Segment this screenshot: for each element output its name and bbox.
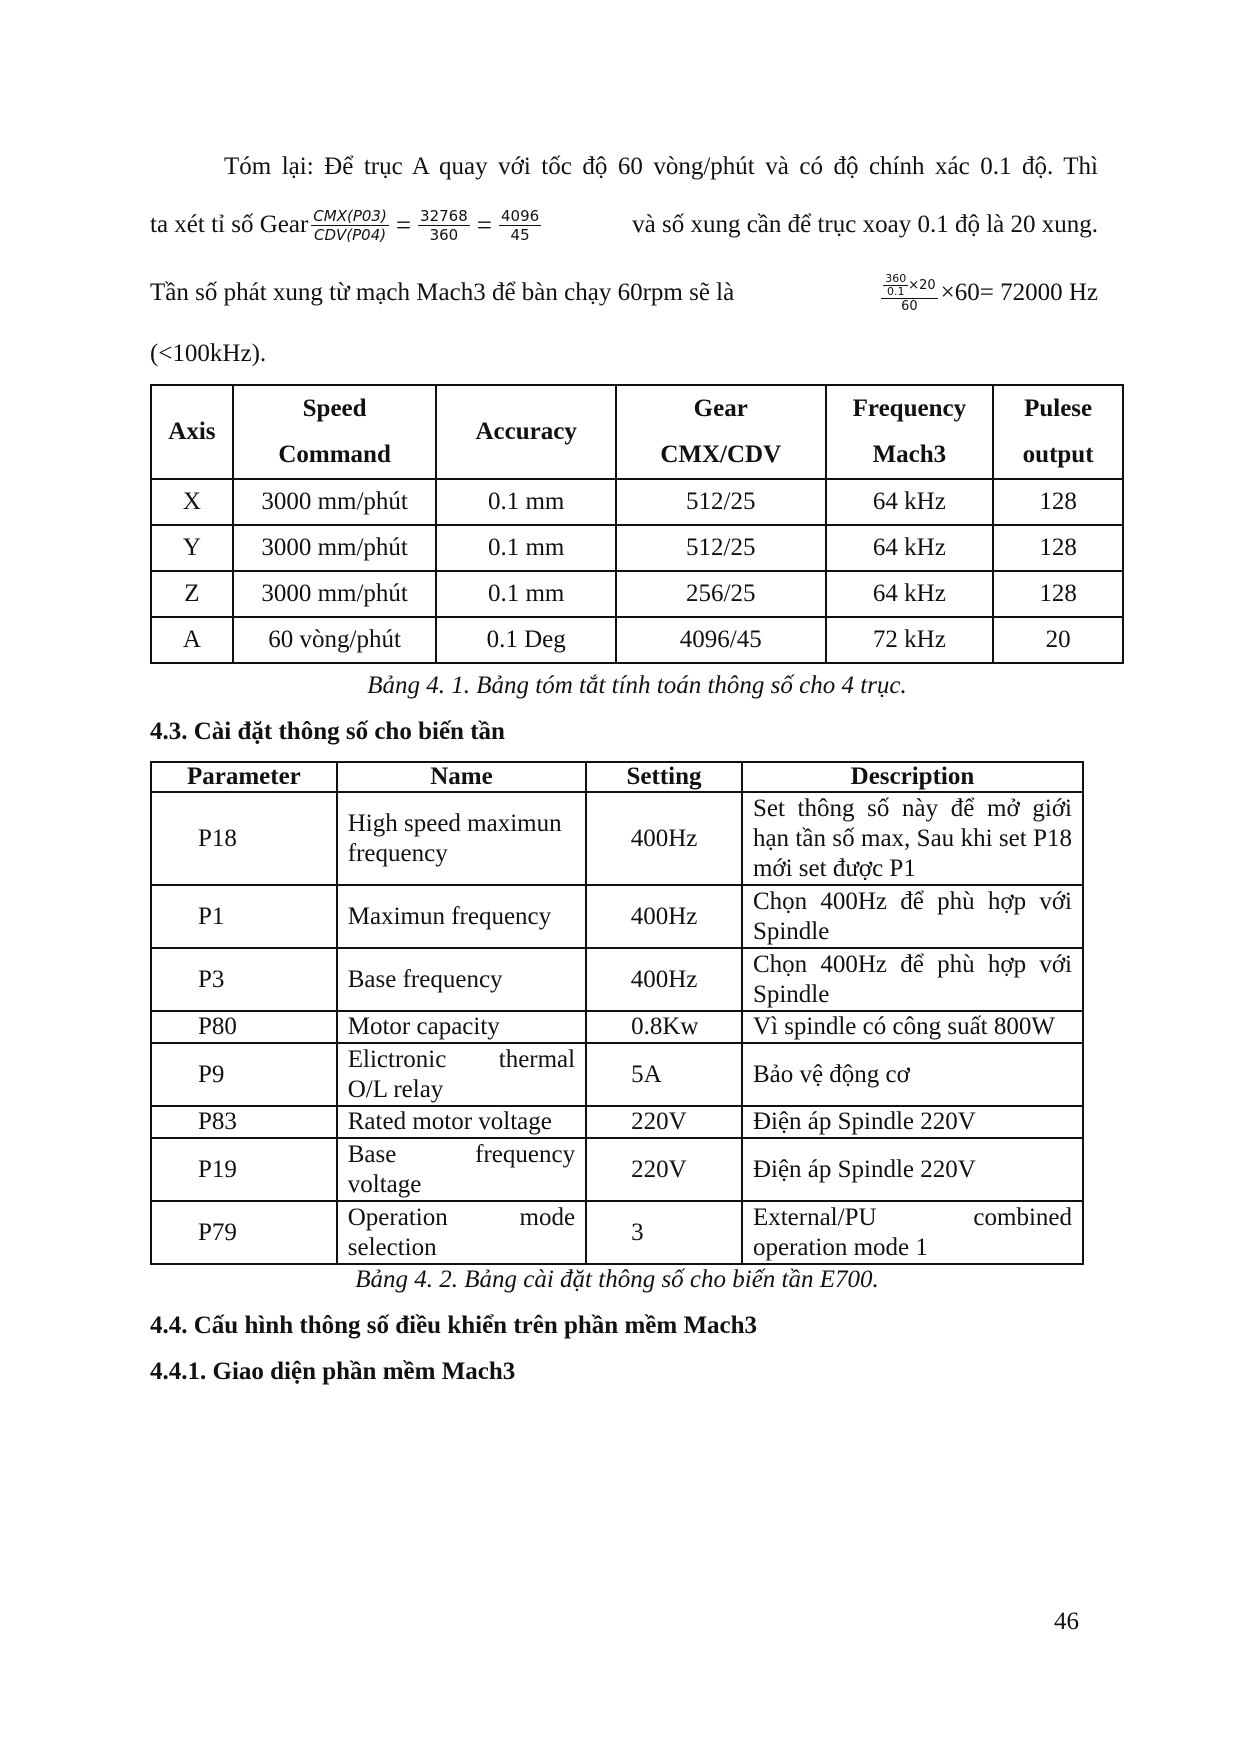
header-accuracy: Accuracy: [436, 385, 616, 479]
fraction-cmx-numerator: CMX(P03): [313, 206, 387, 225]
cell-parameter: P9: [151, 1043, 337, 1106]
cell-frequency: 64 kHz: [826, 571, 994, 617]
cell-pulse: 128: [993, 525, 1123, 571]
cell-axis: Y: [151, 525, 233, 571]
intro-line-2: [150, 196, 1098, 254]
frequency-label: Tần số phát xung từ mạch Mach3 để bàn chạy 60rpm sẽ là: [150, 279, 735, 306]
fraction-denominator: 360: [429, 225, 459, 244]
equals-sign: =: [395, 210, 412, 240]
fraction-denominator: 0.1: [886, 284, 905, 298]
cell-description: Chọn 400Hz để phù hợp với Spindle: [742, 948, 1083, 1011]
cell-frequency: 64 kHz: [826, 479, 994, 525]
page-number: 46: [1054, 1608, 1079, 1635]
header-description: Description: [742, 762, 1083, 792]
header-pulse-output: Pulese output: [993, 385, 1123, 479]
pulse-count-text: và số xung cần để trục xoay 0.1 độ là 20 xung.: [632, 211, 1098, 238]
fraction-numerator: 32768: [420, 206, 468, 225]
cell-description: Điện áp Spindle 220V: [742, 1138, 1083, 1201]
cell-gear: 256/25: [616, 571, 826, 617]
cell-accuracy: 0.1 Deg: [436, 617, 616, 663]
cell-pulse: 128: [993, 479, 1123, 525]
fraction-numerator: 360: [885, 271, 907, 285]
cell-frequency: 72 kHz: [826, 617, 994, 663]
cell-parameter: P83: [151, 1106, 337, 1138]
table-row: [151, 1138, 1083, 1201]
cell-parameter: P79: [151, 1201, 337, 1264]
cell-setting: 3: [586, 1201, 742, 1264]
cell-axis: Z: [151, 571, 233, 617]
cell-setting: 400Hz: [586, 885, 742, 948]
cell-name: High speed maximun frequency: [337, 792, 586, 885]
cell-setting: 220V: [586, 1106, 742, 1138]
header-name: Name: [337, 762, 586, 792]
table-2-caption: Bảng 4. 2. Bảng cài đặt thông số cho biến tần E700.: [355, 1266, 879, 1293]
cell-description: Điện áp Spindle 220V: [742, 1106, 1083, 1138]
section-heading-4-3: 4.3. Cài đặt thông số cho biến tần: [150, 718, 505, 745]
cell-axis: A: [151, 617, 233, 663]
cell-name: Motor capacity: [337, 1011, 586, 1043]
cell-description: External/PU combined operation mode 1: [742, 1201, 1083, 1264]
cell-name: Maximun frequency: [337, 885, 586, 948]
table-row: [151, 948, 1083, 1011]
cell-accuracy: 0.1 mm: [436, 571, 616, 617]
fraction-numerator: 4096: [501, 206, 540, 225]
cell-parameter: P19: [151, 1138, 337, 1201]
inverter-parameter-table: [150, 761, 1084, 1265]
fraction-4096-45: [499, 207, 541, 244]
cell-speed: 3000 mm/phút: [233, 525, 437, 571]
fraction-denominator: 45: [510, 225, 530, 244]
cell-name: Base frequency voltage: [337, 1138, 586, 1201]
cell-speed: 60 vòng/phút: [233, 617, 437, 663]
intro-line-3: [150, 262, 1098, 324]
table-row: [151, 1043, 1083, 1106]
cell-speed: 3000 mm/phút: [233, 571, 437, 617]
cell-speed: 3000 mm/phút: [233, 479, 437, 525]
header-gear: Gear CMX/CDV: [616, 385, 826, 479]
cell-gear: 512/25: [616, 525, 826, 571]
cell-description: Vì spindle có công suất 800W: [742, 1011, 1083, 1043]
table-row: [151, 1106, 1083, 1138]
section-heading-4-4-1: 4.4.1. Giao diện phần mềm Mach3: [150, 1358, 516, 1385]
cell-description: Chọn 400Hz để phù hợp với Spindle: [742, 885, 1083, 948]
fraction-multiplier: ×20: [908, 277, 936, 293]
gear-ratio-label: ta xét tỉ số Gear: [150, 211, 309, 238]
intro-line-4: [150, 339, 1098, 369]
axis-summary-table: [150, 384, 1124, 664]
cell-setting: 0.8Kw: [586, 1011, 742, 1043]
cell-accuracy: 0.1 mm: [436, 525, 616, 571]
cell-name: Rated motor voltage: [337, 1106, 586, 1138]
frequency-result: ×60= 72000 Hz: [940, 279, 1098, 306]
cell-pulse: 128: [993, 571, 1123, 617]
cell-axis: X: [151, 479, 233, 525]
table-row: [151, 1011, 1083, 1043]
cell-setting: 400Hz: [586, 948, 742, 1011]
cell-name: Elictronic thermal O/L relay: [337, 1043, 586, 1106]
cell-setting: 400Hz: [586, 792, 742, 885]
table-header-row: [151, 385, 1123, 479]
intro-line-4-text: (<100kHz).: [150, 340, 267, 367]
table-row: [151, 617, 1123, 663]
cell-parameter: P3: [151, 948, 337, 1011]
cell-gear: 4096/45: [616, 617, 826, 663]
header-frequency: Frequency Mach3: [826, 385, 994, 479]
table-header-row: [151, 762, 1083, 792]
cell-parameter: P1: [151, 885, 337, 948]
cell-description: Bảo vệ động cơ: [742, 1043, 1083, 1106]
table-row: [151, 571, 1123, 617]
fraction-cmx-cdv: [311, 207, 389, 244]
fraction-denominator: 60: [901, 298, 918, 314]
cell-name: Operation mode selection: [337, 1201, 586, 1264]
cell-name: Base frequency: [337, 948, 586, 1011]
intro-line-1-text: Tóm lại: Để trục A quay với tốc độ 60 vòng/phút và có độ chính xác 0.1 độ. Thì: [224, 153, 1098, 180]
cell-parameter: P80: [151, 1011, 337, 1043]
header-parameter: Parameter: [151, 762, 337, 792]
table-row: [151, 1201, 1083, 1264]
cell-accuracy: 0.1 mm: [436, 479, 616, 525]
cell-description: Set thông số này để mở giới hạn tần số max, Sau khi set P18 mới set được P1: [742, 792, 1083, 885]
cell-setting: 220V: [586, 1138, 742, 1201]
cell-gear: 512/25: [616, 479, 826, 525]
table-row: [151, 885, 1083, 948]
table-row: [151, 792, 1083, 885]
section-heading-4-4: 4.4. Cấu hình thông số điều khiển trên phần mềm Mach3: [150, 1312, 758, 1339]
frequency-inner-fraction: [883, 273, 908, 298]
table-1-caption: Bảng 4. 1. Bảng tóm tắt tính toán thông số cho 4 trục.: [367, 672, 907, 699]
fraction-cdv-denominator: CDV(P04): [313, 225, 387, 244]
header-axis: Axis: [151, 385, 233, 479]
table-row: [151, 479, 1123, 525]
cell-setting: 5A: [586, 1043, 742, 1106]
cell-frequency: 64 kHz: [826, 525, 994, 571]
frequency-fraction: [881, 273, 937, 314]
intro-line-1: [150, 152, 1098, 182]
header-speed-command: Speed Command: [233, 385, 437, 479]
cell-pulse: 20: [993, 617, 1123, 663]
cell-parameter: P18: [151, 792, 337, 885]
header-setting: Setting: [586, 762, 742, 792]
table-row: [151, 525, 1123, 571]
equals-sign: =: [476, 210, 492, 240]
fraction-32768-360: [418, 207, 470, 244]
